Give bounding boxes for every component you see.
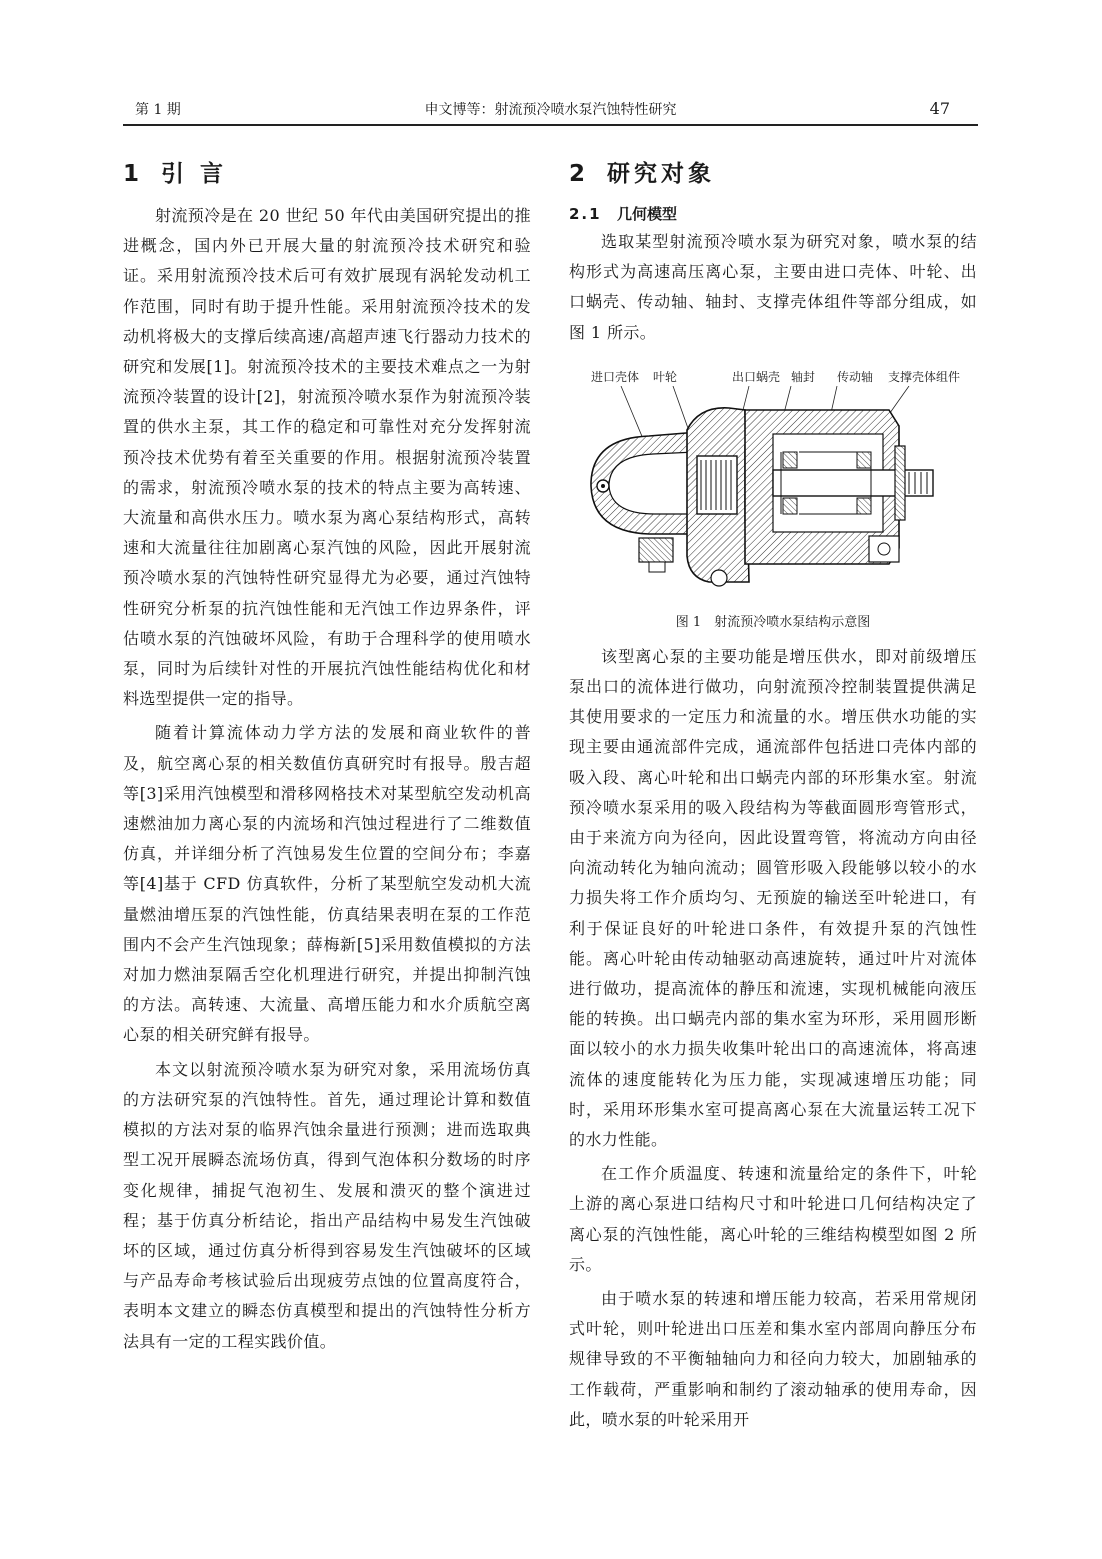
running-title: 申文博等：射流预冷喷水泵汽蚀特性研究 [424, 102, 677, 118]
subsection-number: 2.1 [569, 205, 602, 223]
figure-1 [569, 358, 977, 630]
section-title: 引 言 [161, 161, 228, 187]
intro-paragraph-3: 本文以射流预冷喷水泵为研究对象，采用流场仿真的方法研究泵的汽蚀特性。首先，通过理论计算和数值模拟的方法对泵的临界汽蚀余量进行预测；进而选取典型工况开展瞬态流场仿真，得到气泡体积分数场的时序变化规律，捕捉气泡初生、发展和溃灭的整个演进过程；基于仿真分析结论，指出产品结构中易发生汽蚀破坏的区域，通过仿真分析得到容易发生汽蚀破坏的区域与产品寿命考核试验后出现疲劳点蚀的位置高度符合，表明本文建立的瞬态仿真模型和提出的汽蚀特性分析方法具有一定的工程实践价值。 [123, 1059, 531, 1351]
label-drive-shaft: 传动轴 [837, 369, 874, 384]
cavitation-paragraph: 在工作介质温度、转速和流量给定的条件下，叶轮上游的离心泵进口结构尺寸和叶轮进口几何结构决定了离心泵的汽蚀性能，离心叶轮的三维结构模型如图 2 所示。 [569, 1164, 977, 1274]
pump-cross-section-drawing [569, 386, 977, 600]
geometry-paragraph: 选取某型射流预冷喷水泵为研究对象，喷水泵的结构形式为高速高压离心泵，主要由进口壳体、叶轮、出口蜗壳、传动轴、轴封、支撑壳体组件等部分组成，如图 1 所示。 [569, 232, 977, 342]
intro-paragraph-2: 随着计算流体动力学方法的发展和商业软件的普及，航空离心泵的相关数值仿真研究时有报导。殷吉超等[3]采用汽蚀模型和滑移网格技术对某型航空发动机高速燃油加力离心泵的内流场和汽蚀过程进行了二维数值仿真，并详细分析了汽蚀易发生位置的空间分布；李嘉等[4]基于 CFD 仿真软件，分析了某型航空发动机大流量燃油增压泵的汽蚀性能，仿真结果表明在泵的工作范围内不会产生汽蚀现象；薛梅新[5]采用数值模拟的方法对加力燃油泵隔舌空化机理进行研究，并提出抑制汽蚀的方法。高转速、大流量、高增压能力和水介质航空离心泵的相关研究鲜有报导。 [123, 723, 531, 1045]
section-number: 1 [123, 161, 140, 187]
intro-paragraph-1: 射流预冷是在 20 世纪 50 年代由美国研究提出的推进概念，国内外已开展大量的射流预冷技术研究和验证。采用射流预冷技术后可有效扩展现有涡轮发动机工作范围，同时有助于提升性能。采用射流预冷技术的发动机将极大的支撑后续高速/高超声速飞行器动力技术的研究和发展[1]。射流预冷技术的主要技术难点之一为射流预冷装置的设计[2]，射流预冷喷水泵作为射流预冷装置的供水主泵，其工作的稳定和可靠性对充分发挥射流预冷技术优势有着至关重要的作用。根据射流预冷装置的需求，射流预冷喷水泵的技术的特点主要为高转速、大流量和高供水压力。喷水泵为离心泵结构形式，高转速和大流量往往加剧离心泵汽蚀的风险，因此开展射流预冷喷水泵的汽蚀特性研究显得尤为必要，通过汽蚀特性研究分析泵的抗汽蚀性能和无汽蚀工作边界条件，评估喷水泵的汽蚀破坏风险，有助于合理科学的使用喷水泵，同时为后续针对性的开展抗汽蚀性能结构优化和材料选型提供一定的指导。 [123, 206, 531, 709]
issue-label: 第 1 期 [135, 102, 181, 118]
label-support-housing: 支撑壳体组件 [888, 369, 961, 384]
page-number: 47 [929, 99, 950, 118]
label-outlet-volute: 出口蜗壳 [732, 369, 781, 384]
label-impeller: 叶轮 [653, 369, 678, 384]
section-number: 2 [569, 161, 586, 187]
section-heading-intro [123, 155, 531, 193]
subsection-title: 几何模型 [617, 205, 678, 223]
left-column [123, 155, 531, 1357]
section-heading-research-object [569, 155, 977, 193]
subsection-heading [569, 201, 977, 227]
section-title: 研究对象 [607, 161, 715, 187]
impeller-paragraph: 由于喷水泵的转速和增压能力较高，若采用常规闭式叶轮，则叶轮进出口压差和集水室内部周向静压分布规律导致的不平衡轴轴向力和径向力较大，加剧轴承的工作载荷，严重影响和制约了滚动轴承的使用寿命，因此，喷水泵的叶轮采用开 [569, 1289, 977, 1429]
label-inlet-housing: 进口壳体 [591, 369, 640, 384]
figure-caption: 图 1 射流预冷喷水泵结构示意图 [675, 614, 871, 630]
running-header [123, 98, 978, 126]
right-column [569, 155, 977, 1435]
label-shaft-seal: 轴封 [791, 369, 816, 384]
figure-labels [589, 368, 969, 388]
function-paragraph: 该型离心泵的主要功能是增压供水，即对前级增压泵出口的流体进行做功，向射流预冷控制装置提供满足其使用要求的一定压力和流量的水。增压供水功能的实现主要由通流部件完成，通流部件包括进口壳体内部的吸入段、离心叶轮和出口蜗壳内部的环形集水室。射流预冷喷水泵采用的吸入段结构为等截面圆形弯管形式，由于来流方向为径向，因此设置弯管，将流动方向由径向流动转化为轴向流动；圆管形吸入段能够以较小的水力损失将工作介质均匀、无预旋的输送至叶轮进口，有利于保证良好的叶轮进口条件，有效提升泵的汽蚀性能。离心叶轮由传动轴驱动高速旋转，通过叶片对流体进行做功，提高流体的静压和流速，实现机械能向液压能的转换。出口蜗壳内部的集水室为环形，采用圆形断面以较小的水力损失收集叶轮出口的高速流体，将高速流体的速度能转化为压力能，实现减速增压功能；同时，采用环形集水室可提高离心泵在大流量运转工况下的水力性能。 [569, 646, 977, 1150]
